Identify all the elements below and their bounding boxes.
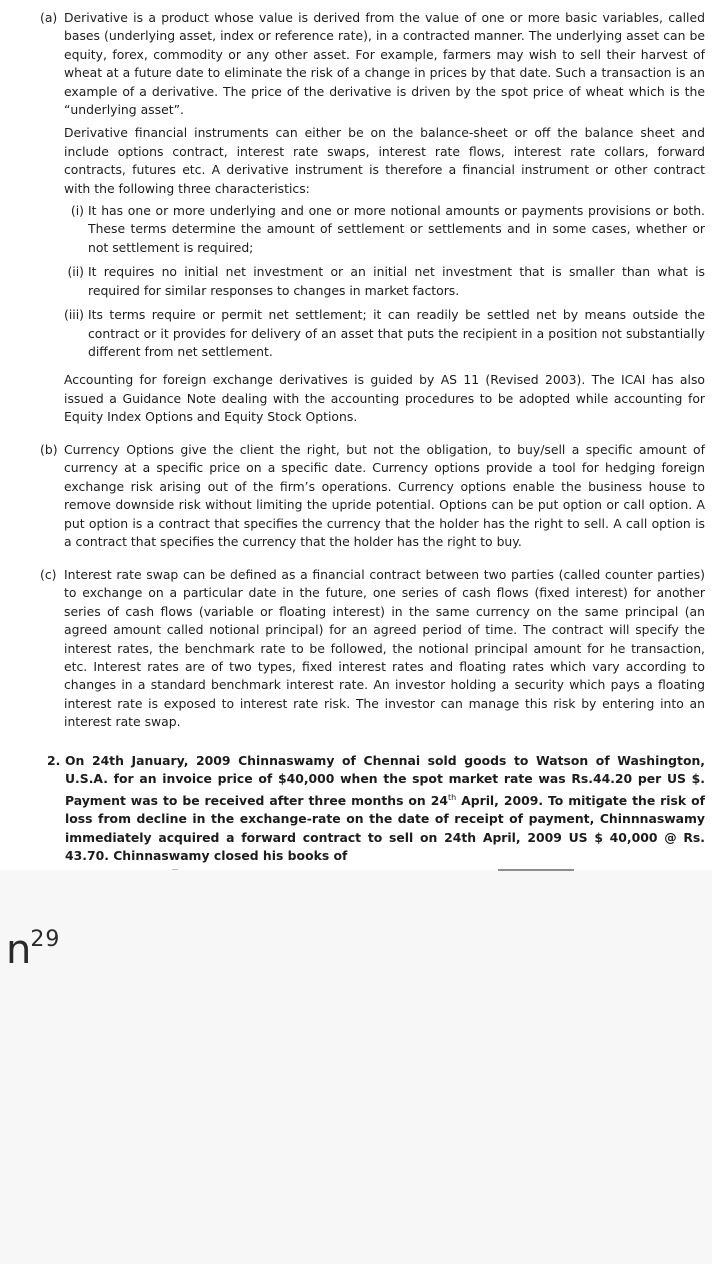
page-number-sup: 29 — [30, 927, 61, 952]
list-item-text: It requires no initial net investment or an initial net investment that is smaller than what is required for similar responses to changes in market factors. — [88, 264, 705, 298]
section-a-paragraph-2: Derivative financial instruments can either be on the balance-sheet or off the balance sheet and include options contract, interest rate swaps, interest rate flows, interest rate collars, forward contracts, futures etc. A derivative instrument is therefore a financial instrument or other contract with the following three characteristics: — [64, 125, 705, 196]
list-item-marker: (ii) — [67, 264, 84, 280]
list-item — [64, 306, 705, 361]
list-item-text: It has one or more underlying and one or more notional amounts or payments provisions or both. These terms determine the amount of settlement or settlements and in some cases, whether or not settlement is required; — [88, 203, 705, 255]
page-number — [6, 918, 60, 972]
section-b-paragraph: Currency Options give the client the right, but not the obligation, to buy/sell a specific amount of currency at a specific price on a specific date. Currency options provide a tool for hedging foreign exchange risk arising out of the firm’s operations. Currency options enable the business house to remove downside risk without limiting the upride potential. Options can be put option or call option. A put option is a contract that specifies the currency that the holder has the right to sell. A call option is a contract that specifies the currency that the holder has the right to buy. — [64, 442, 705, 550]
list-item — [67, 263, 705, 300]
list-item-marker: (i) — [70, 203, 84, 219]
page-number-main: n — [6, 927, 31, 973]
question-text-part-1: On 24th January, 2009 Chinnaswamy of Chennai sold goods to Watson of Washington, U.S.A. for an invoice price of $40,000 when the spot market rate was Rs.44.20 per US $. Payment was to be received after three months on 24 — [65, 753, 705, 808]
list-item-marker: (iii) — [64, 307, 84, 323]
ordinal-suffix: th — [447, 792, 457, 802]
section-c-paragraph: Interest rate swap can be defined as a financial contract between two parties (called counter parties) to exchange on a particular date in the future, one series of cash flows (fixed interest) for another series of cash flows (variable or floating interest) in the same currency on the same principal (an agreed amount called notional principal) for an agreed period of time. The contract will specify the interest rates, the benchmark rate to be followed, the notional principal amount for he transaction, etc. Interest rates are of two types, fixed interest rates and floating rates which vary according to changes in a standard benchmark interest rate. An investor holding a security which pays a floating interest rate is exposed to interest rate risk. The investor can manage this risk by entering into an interest rate swap. — [64, 567, 705, 730]
question-2 — [47, 752, 705, 866]
question-number: 2. — [47, 753, 61, 768]
list-item-text: Its terms require or permit net settlement; it can readily be settled net by means outside the contract or it provides for delivery of an asset that puts the recipient in a position not substantially different from net settlement. — [88, 307, 705, 359]
section-b-marker: (b) — [40, 442, 58, 457]
question-text — [65, 752, 705, 866]
page-edge-mark — [172, 869, 178, 870]
section-a-marker: (a) — [40, 10, 58, 25]
section-a-paragraph-3: Accounting for foreign exchange derivatives is guided by AS 11 (Revised 2003). The ICAI has also issued a Guidance Note dealing with the accounting procedures to be adopted while accounting for Equity Index Options and Equity Stock Options. — [64, 372, 705, 425]
section-c-marker: (c) — [40, 567, 57, 582]
question-text-part-2: April, 2009. To mitigate the risk of loss from decline in the exchange-rate on the date of receipt of payment, Chinnnaswamy immediately acquired a forward contract to sell on 24th April, 2009 US $ 40,000 @ Rs. 43.70. Chinnaswamy closed his books of — [65, 792, 706, 864]
section-a-paragraph-1: Derivative is a product whose value is derived from the value of one or more basic variables, called bases (underlying asset, index or reference rate), in a contracted manner. The underlying asset can be equity, forex, commodity or any other asset. For example, farmers may wish to sell their harvest of wheat at a future date to eliminate the risk of a change in prices by that date. Such a transaction is an example of a derivative. The price of the derivative is driven by the spot price of wheat which is the “underlying asset”. — [64, 10, 705, 118]
section-c — [40, 566, 705, 732]
section-a — [40, 9, 705, 427]
section-b — [40, 441, 705, 551]
page-edge-rule — [498, 869, 574, 871]
list-item — [70, 202, 705, 257]
